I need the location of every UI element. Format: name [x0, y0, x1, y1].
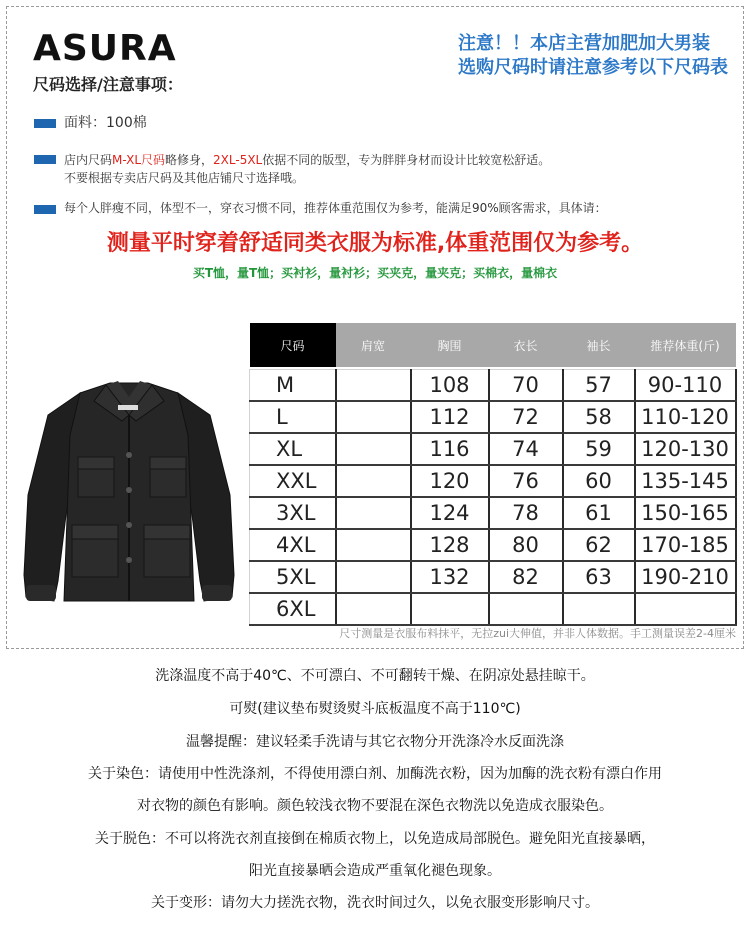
chest-cell: 124	[411, 497, 489, 529]
fabric-note: 面料：100棉	[64, 115, 147, 131]
table-row	[250, 401, 736, 433]
notice-line-1: 注意！！本店主营加肥加大男装	[458, 33, 710, 54]
store-note-text: 依据不同的版型，专为胖胖身材而设计比较宽松舒适。	[262, 153, 551, 167]
care-line: 洗涤温度不高于40℃、不可漂白、不可翻转干燥、在阴凉处悬挂晾干。	[155, 668, 595, 684]
size-table-header	[250, 323, 736, 367]
care-line: 关于变形：请勿大力搓洗衣物，洗衣时间过久，以免衣服变形影响尺寸。	[151, 895, 599, 911]
size-cell: M	[250, 370, 336, 402]
length-cell: 82	[489, 561, 563, 593]
sleeve-cell: 60	[563, 465, 635, 497]
chest-cell: 132	[411, 561, 489, 593]
sleeve-cell: 59	[563, 433, 635, 465]
chest-cell: 112	[411, 401, 489, 433]
weight-cell: 150-165	[635, 497, 736, 529]
sleeve-cell: 58	[563, 401, 635, 433]
table-row	[250, 433, 736, 465]
weight-cell: 135-145	[635, 465, 736, 497]
store-note-text: 略修身，	[165, 153, 214, 167]
bullet-marker	[34, 155, 56, 164]
length-cell: 78	[489, 497, 563, 529]
care-line: 阳光直接暴晒会造成严重氧化褪色现象。	[249, 863, 501, 879]
care-line: 关于染色：请使用中性洗涤剂，不得使用漂白剂、加酶洗衣粉，因为加酶的洗衣粉有漂白作用	[88, 766, 662, 782]
sleeve-cell: 62	[563, 529, 635, 561]
header-cell: 袖长	[563, 323, 635, 367]
chest-cell: 108	[411, 370, 489, 402]
weight-cell	[635, 593, 736, 625]
jacket-image	[18, 375, 240, 615]
shoulder-cell	[336, 401, 411, 433]
body-type-note: 每个人胖瘦不同，体型不一，穿衣习惯不同，推荐体重范围仅为参考，能满足90%顾客需求，具体请：	[64, 201, 607, 215]
notice-line-2: 选购尺码时请注意参考以下尺码表	[458, 57, 728, 78]
measure-tips: 买T恤，量T恤；买衬衫，量衬衫；买夹克，量夹克；买棉衣，量棉衣	[192, 266, 558, 280]
shoulder-cell	[336, 561, 411, 593]
care-line: 对衣物的颜色有影响。颜色较浅衣物不要混在深色衣物洗以免造成衣服染色。	[137, 798, 613, 814]
care-line: 温馨提醒：建议轻柔手洗请与其它衣物分开洗涤冷水反面洗涤	[186, 734, 564, 750]
shoulder-cell	[336, 497, 411, 529]
table-row	[250, 370, 736, 402]
brand-logo: ASURA	[33, 28, 177, 69]
header-cell: 衣长	[489, 323, 563, 367]
bullet-marker	[34, 119, 56, 128]
care-line: 关于脱色：不可以将洗衣剂直接倒在棉质衣物上，以免造成局部脱色。避免阳光直接暴晒，	[95, 831, 655, 847]
size-cell: L	[250, 401, 336, 433]
header-cell: 胸围	[411, 323, 489, 367]
length-cell: 74	[489, 433, 563, 465]
sleeve-cell: 63	[563, 561, 635, 593]
weight-cell: 190-210	[635, 561, 736, 593]
chest-cell: 120	[411, 465, 489, 497]
chest-cell: 128	[411, 529, 489, 561]
bullet-marker	[34, 205, 56, 214]
header-cell: 肩宽	[336, 323, 411, 367]
sleeve-cell: 57	[563, 370, 635, 402]
care-line: 可熨(建议垫布熨烫熨斗底板温度不高于110℃)	[229, 701, 521, 717]
weight-cell: 120-130	[635, 433, 736, 465]
shoulder-cell	[336, 465, 411, 497]
notice-block	[458, 32, 728, 80]
weight-cell: 90-110	[635, 370, 736, 402]
page-subtitle: 尺码选择/注意事项：	[33, 75, 183, 94]
store-note-line-2: 不要根据专卖店尺码及其他店铺尺寸选择哦。	[64, 171, 305, 185]
measure-emphasis: 测量平时穿着舒适同类衣服为标准,体重范围仅为参考。	[106, 231, 644, 256]
length-cell: 70	[489, 370, 563, 402]
size-cell: XL	[250, 433, 336, 465]
sleeve-cell	[563, 593, 635, 625]
table-row	[250, 561, 736, 593]
table-row	[250, 497, 736, 529]
chest-cell	[411, 593, 489, 625]
size-cell: 6XL	[250, 593, 336, 625]
store-note-text: 店内尺码	[64, 153, 113, 167]
size-cell: XXL	[250, 465, 336, 497]
measure-footnote: 尺寸测量是衣服布料抹平，无拉zui大伸值，并非人体数据。手工测量误差2-4厘米	[339, 627, 736, 640]
size-cell: 3XL	[250, 497, 336, 529]
length-cell: 80	[489, 529, 563, 561]
weight-cell: 110-120	[635, 401, 736, 433]
length-cell: 76	[489, 465, 563, 497]
store-note-highlight: 2XL-5XL	[213, 153, 263, 167]
store-size-note	[64, 151, 550, 187]
sleeve-cell: 61	[563, 497, 635, 529]
header-cell: 尺码	[250, 323, 336, 367]
shoulder-cell	[336, 370, 411, 402]
chest-cell: 116	[411, 433, 489, 465]
size-cell: 4XL	[250, 529, 336, 561]
length-cell	[489, 593, 563, 625]
shoulder-cell	[336, 593, 411, 625]
weight-cell: 170-185	[635, 529, 736, 561]
header-cell: 推荐体重(斤)	[635, 323, 736, 367]
size-table	[249, 323, 737, 626]
table-row	[250, 465, 736, 497]
table-row	[250, 593, 736, 625]
length-cell: 72	[489, 401, 563, 433]
shoulder-cell	[336, 433, 411, 465]
store-note-highlight: M-XL尺码	[112, 153, 166, 167]
size-cell: 5XL	[250, 561, 336, 593]
table-row	[250, 529, 736, 561]
shoulder-cell	[336, 529, 411, 561]
